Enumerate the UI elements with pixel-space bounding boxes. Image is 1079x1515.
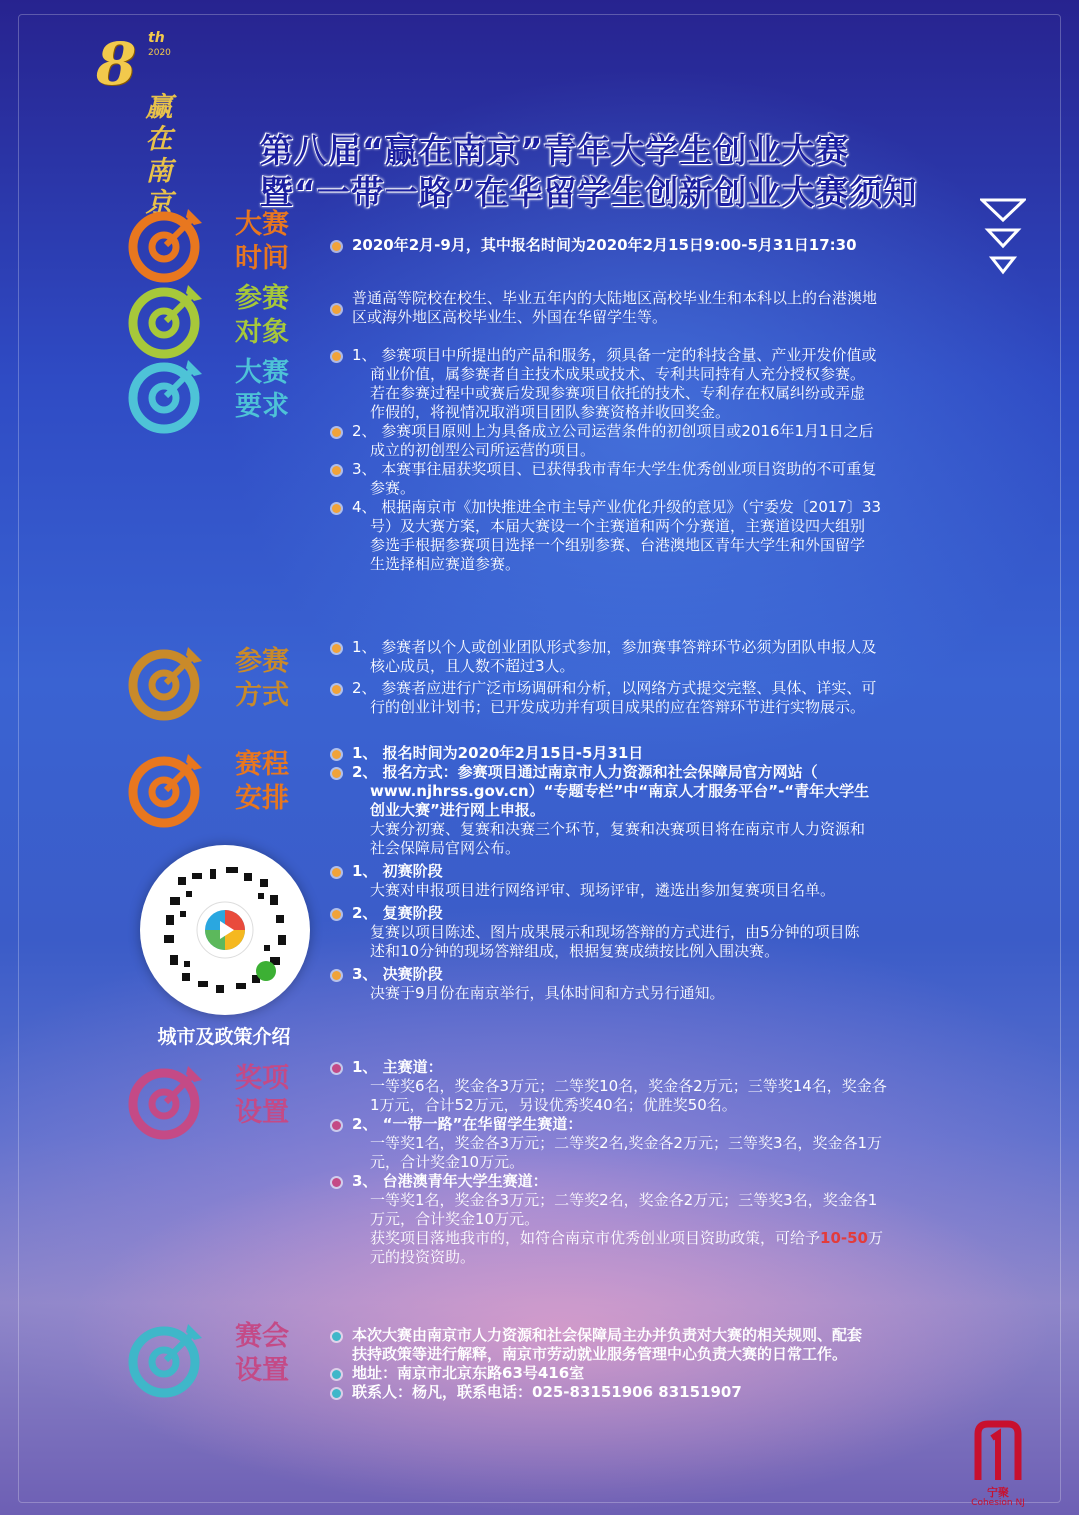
logo-suffix: th bbox=[148, 30, 165, 46]
qr-code[interactable] bbox=[140, 845, 310, 1015]
section-label-organizer: 赛会 设置 bbox=[235, 1321, 289, 1386]
main-title: 第八届“赢在南京”青年大学生创业大赛 bbox=[260, 131, 850, 170]
section-label-method: 参赛 方式 bbox=[235, 646, 289, 711]
brand-name-en: Cohesion NJ bbox=[971, 1498, 1025, 1508]
section-label-time: 大赛 时间 bbox=[235, 209, 289, 274]
logo-number: 8 bbox=[96, 30, 137, 98]
award-track-title: 1、 主赛道： bbox=[330, 1058, 980, 1077]
target-icon bbox=[128, 358, 204, 434]
schedule-reg-method: 2、 报名方式：参赛项目通过南京市人力资源和社会保障局官方网站（ bbox=[330, 763, 980, 782]
section-organizer: 本次大赛由南京市人力资源和社会保障局主办并负责对大赛的相关规则、配套 扶持政策等进行解释，南京市劳动就业服务管理中心负责大赛的日常工作。 地址：南京市北京东路63号416室 联系人：杨凡，联系电话：025-83151906 83151907 bbox=[330, 1326, 980, 1402]
target-icon bbox=[128, 207, 204, 283]
invest-note: 获奖项目落地我市的，如符合南京市优秀创业项目资助政策，可给予10-50万 bbox=[370, 1229, 884, 1247]
brand-mark-icon bbox=[968, 1420, 1028, 1482]
sub-title: 暨“一带一路”在华留学生创新创业大赛须知 bbox=[260, 173, 918, 212]
award-track-title: 3、 台港澳青年大学生赛道： bbox=[330, 1172, 980, 1191]
stage-title: 1、 初赛阶段 bbox=[330, 862, 980, 881]
requirement-item: 1、 参赛项目中所提出的产品和服务，须具备一定的科技含量、产业开发价值或 bbox=[330, 346, 980, 365]
brand-logo bbox=[968, 1420, 1028, 1510]
target-line: 普通高等院校在校生、毕业五年内的大陆地区高校毕业生和本科以上的台港澳地 bbox=[330, 289, 980, 308]
schedule-reg-time: 1、 报名时间为2020年2月15日-5月31日 bbox=[330, 744, 980, 763]
award-track-title: 2、 “一带一路”在华留学生赛道： bbox=[330, 1115, 980, 1134]
requirement-item: 4、 根据南京市《加快推进全市主导产业优化升级的意见》（宁委发〔2017〕33 bbox=[330, 498, 980, 517]
brand-name-cn: 宁聚 bbox=[987, 1486, 1009, 1499]
qr-caption: 城市及政策介绍 bbox=[157, 1026, 291, 1048]
section-time bbox=[330, 236, 980, 255]
section-method: 1、 参赛者以个人或创业团队形式参加，参加赛事答辩环节必须为团队申报人及 核心成员，且人数不超过3人。 2、 参赛者应进行广泛市场调研和分析，以网络方式提交完整、具体、详实、可 行的创业计划书；已开发成功并有项目成果的应在答辩环节进行实物展示。 bbox=[330, 638, 980, 717]
requirement-item: 2、 参赛项目原则上为具备成立公司运营条件的初创项目或2016年1月1日之后 bbox=[330, 422, 980, 441]
target-icon bbox=[128, 283, 204, 359]
time-line: 2020年2月-9月，其中报名时间为2020年2月15日9:00-5月31日17:30 bbox=[330, 236, 980, 255]
section-label-schedule: 赛程 安排 bbox=[235, 749, 289, 814]
organizer-line: 本次大赛由南京市人力资源和社会保障局主办并负责对大赛的相关规则、配套 bbox=[330, 1326, 980, 1345]
stage-title: 2、 复赛阶段 bbox=[330, 904, 980, 923]
stage-title: 3、 决赛阶段 bbox=[330, 965, 980, 984]
triangles-decoration bbox=[980, 198, 1026, 278]
method-item: 2、 参赛者应进行广泛市场调研和分析，以网络方式提交完整、具体、详实、可 bbox=[330, 679, 980, 698]
section-label-awards: 奖项 设置 bbox=[235, 1063, 289, 1128]
event-logo bbox=[96, 30, 186, 219]
requirement-item: 3、 本赛事往届获奖项目、已获得我市青年大学生优秀创业项目资助的不可重复 bbox=[330, 460, 980, 479]
target-icon bbox=[128, 752, 204, 828]
organizer-address: 地址：南京市北京东路63号416室 bbox=[330, 1364, 980, 1383]
section-label-target: 参赛 对象 bbox=[235, 283, 289, 348]
target-icon bbox=[128, 1322, 204, 1398]
method-item: 1、 参赛者以个人或创业团队形式参加，参加赛事答辩环节必须为团队申报人及 bbox=[330, 638, 980, 657]
target-icon bbox=[128, 1064, 204, 1140]
target-icon bbox=[128, 645, 204, 721]
section-awards: 1、 主赛道： 一等奖6名，奖金各3万元；二等奖10名，奖金各2万元；三等奖14名，奖金各 1万元，合计52万元，另设优秀奖40名；优胜奖50名。 2、 “一带一路”在华留学生赛道： 一等奖1名，奖金各3万元；二等奖2名,奖金各2万元；三等奖3名，奖金各1万 元，合计奖金10万元。 3、 台港澳青年大学生赛道： 一等奖1名，奖金各3万元；二等奖2名，奖金各2万元；三等奖3名，奖金各1 万元，合计奖金10万元。 获奖项目落地我市的，如符合南京市优秀创业项目资助政策，可给予10-50万 元的投资资助。 bbox=[330, 1058, 980, 1267]
section-target: 普通高等院校在校生、毕业五年内的大陆地区高校毕业生和本科以上的台港澳地 区或海外地区高校毕业生、外国在华留学生等。 bbox=[330, 289, 980, 327]
section-schedule: 1、 报名时间为2020年2月15日-5月31日 2、 报名方式：参赛项目通过南京市人力资源和社会保障局官方网站（ www.njhrss.gov.cn）“专题专栏”中“南京人才服务平台”-“青年大学生 创业大赛”进行网上申报。 大赛分初赛、复赛和决赛三个环节，复赛和决赛项目将在南京市人力资源和 社会保障局官网公布。 1、 初赛阶段 大赛对申报项目进行网络评审、现场评审，遴选出参加复赛项目名单。 2、 复赛阶段 复赛以项目陈述、图片成果展示和现场答辩的方式进行，由5分钟的项目陈 述和10分钟的现场答辩组成，根据复赛成绩按比例入围决赛。 3、 决赛阶段 决赛于9月份在南京举行，具体时间和方式另行通知。 bbox=[330, 744, 980, 1003]
logo-year: 2020 bbox=[148, 48, 171, 58]
section-requirements: 1、 参赛项目中所提出的产品和服务，须具备一定的科技含量、产业开发价值或 商业价值，属参赛者自主技术成果或技术、专利共同持有人充分授权参赛。 若在参赛过程中或赛后发现参赛项目依托的技术、专利存在权属纠纷或弄虚 作假的，将视情况取消项目团队参赛资格并收回奖金。 2、 参赛项目原则上为具备成立公司运营条件的初创项目或2016年1月1日之后 成立的初创型公司所运营的项目。 3、 本赛事往届获奖项目、已获得我市青年大学生优秀创业项目资助的不可重复 参赛。 4、 根据南京市《加快推进全市主导产业优化升级的意见》（宁委发〔2017〕33 号）及大赛方案，本届大赛设一个主赛道和两个分赛道，主赛道设四大组别 参选手根据参赛项目选择一个组别参赛、台港澳地区青年大学生和外国留学 生选择相应赛道参赛。 bbox=[330, 346, 980, 574]
logo-slogan: 赢在南京 bbox=[145, 92, 173, 219]
organizer-contact: 联系人：杨凡，联系电话：025-83151906 83151907 bbox=[330, 1383, 980, 1402]
qr-pattern-icon bbox=[140, 845, 310, 1015]
section-label-requirements: 大赛 要求 bbox=[235, 357, 289, 422]
